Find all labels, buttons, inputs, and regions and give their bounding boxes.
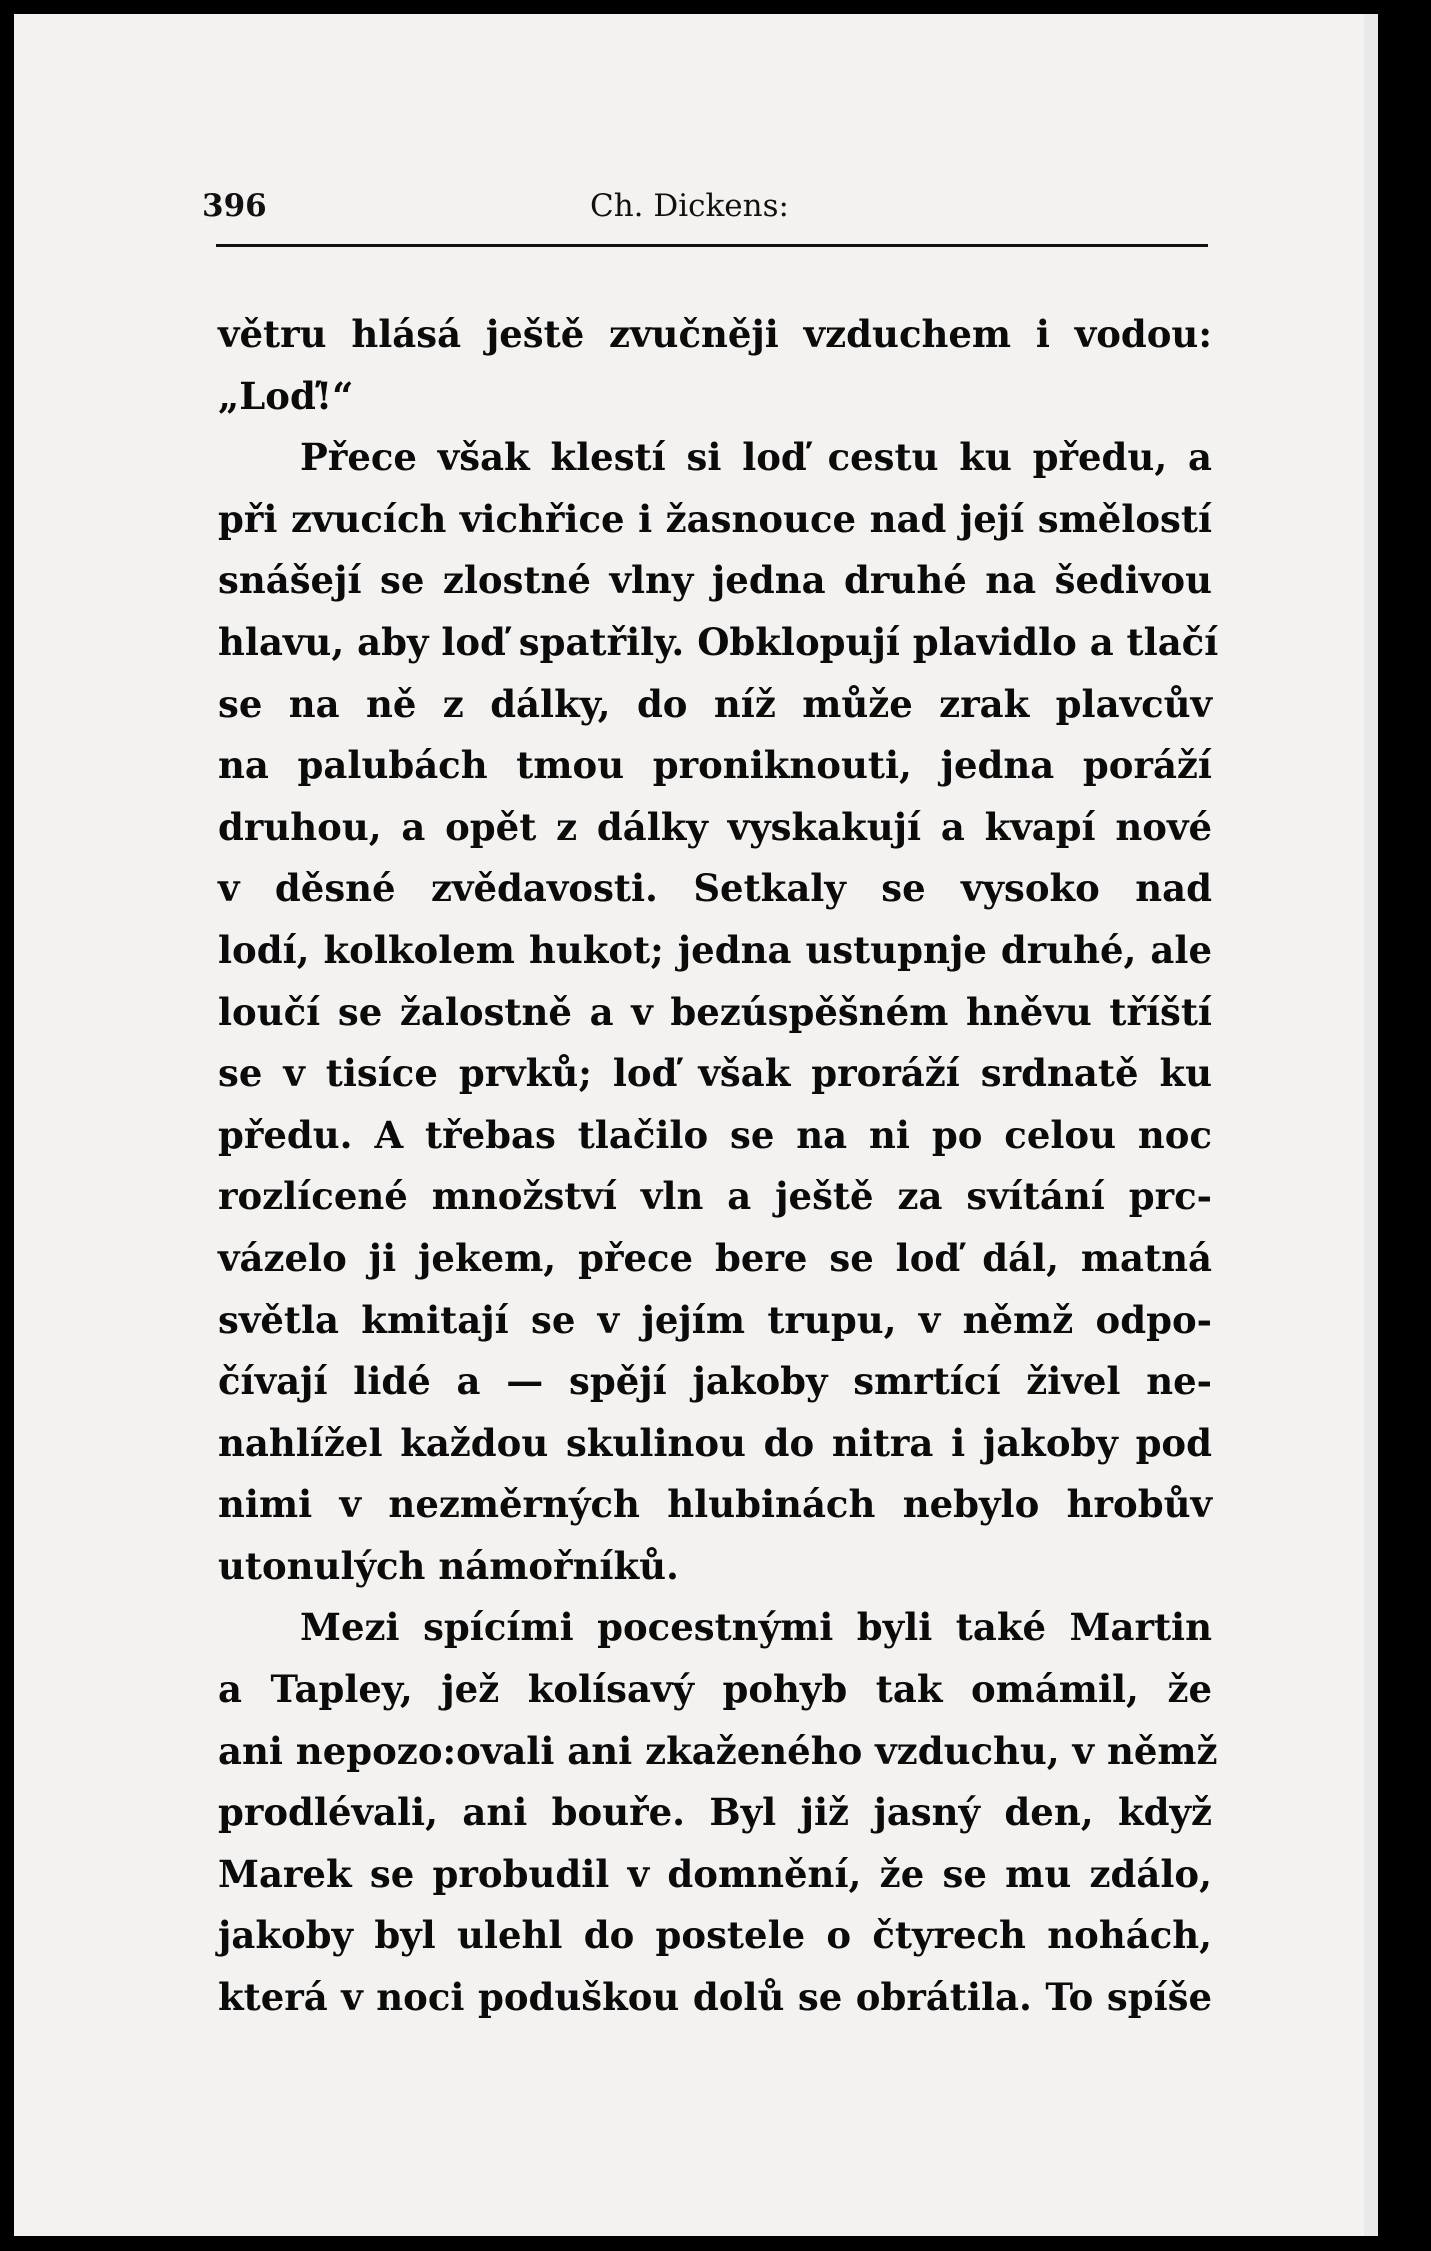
running-title: Ch. Dickens: [590, 188, 789, 224]
text-line: světla kmitají se v jejím trupu, v němž odpo- [218, 1297, 1212, 1342]
text-line: prodlévali, ani bouře. Byl již jasný den, když [218, 1790, 1212, 1835]
text-line: druhou, a opět z dálky vyskakují a kvapí nové [218, 804, 1212, 849]
text-line: nahlížel každou skulinou do nitra i jakoby pod [218, 1420, 1212, 1465]
text-line: nimi v nezměrných hlubinách nebylo hrobův [218, 1482, 1212, 1527]
text-line: hlavu, aby loď spatřily. Obklopují plavidlo a tlačí [218, 619, 1219, 664]
text-line: vázelo ji jekem, přece bere se loď dál, matná [218, 1235, 1212, 1280]
page-number: 396 [202, 188, 267, 224]
text-line: loučí se žalostně a v bezúspěšném hněvu tříští [218, 989, 1212, 1034]
text-line: která v noci poduškou dolů se obrátila. To spíše [218, 1975, 1212, 2020]
header-rule [216, 244, 1208, 247]
text-line: rozlícené množství vln a ještě za svítání prc- [218, 1174, 1212, 1219]
text-line: lodí, kolkolem hukot; jedna ustupnje druhé, ale [218, 927, 1212, 972]
scan-border [1378, 0, 1431, 2251]
page-edge [1364, 14, 1378, 2236]
text-line: předu. A třebas tlačilo se na ni po celou noc [218, 1112, 1212, 1157]
page-header [200, 183, 1210, 229]
text-line: se v tisíce prvků; loď však proráží srdnatě ku [218, 1051, 1212, 1096]
text-line: utonulých námořníků. [218, 1543, 679, 1588]
text-line: čívají lidé a — spějí jakoby smrtící živel ne- [218, 1359, 1212, 1404]
text-line: ani nepozo:ovali ani zkaženého vzduchu, v němž [218, 1728, 1218, 1773]
text-line: snášejí se zlostné vlny jedna druhé na šedivou [218, 558, 1212, 603]
text-line: v děsné zvědavosti. Setkaly se vysoko nad [218, 866, 1212, 911]
text-line: „Loď!“ [218, 373, 354, 418]
text-line: Marek se probudil v domnění, že se mu zdálo, [218, 1851, 1212, 1896]
text-line: při zvucích vichřice i žasnouce nad její smělostí [218, 496, 1212, 541]
text-line: se na ně z dálky, do níž může zrak plavcův [218, 681, 1212, 726]
text-line: Mezi spícími pocestnými byli také Martin [300, 1605, 1212, 1650]
text-line: větru hlásá ještě zvučněji vzduchem i vodou: [218, 312, 1212, 356]
text-line: na palubách tmou proniknouti, jedna poráží [218, 743, 1212, 788]
text-line: jakoby byl ulehl do postele o čtyrech nohách, [218, 1913, 1212, 1958]
body-text [218, 304, 1219, 2029]
text-line: Přece však klestí si loď cestu ku předu, a [300, 435, 1212, 480]
text-line: a Tapley, jež kolísavý pohyb tak omámil, že [218, 1667, 1212, 1712]
